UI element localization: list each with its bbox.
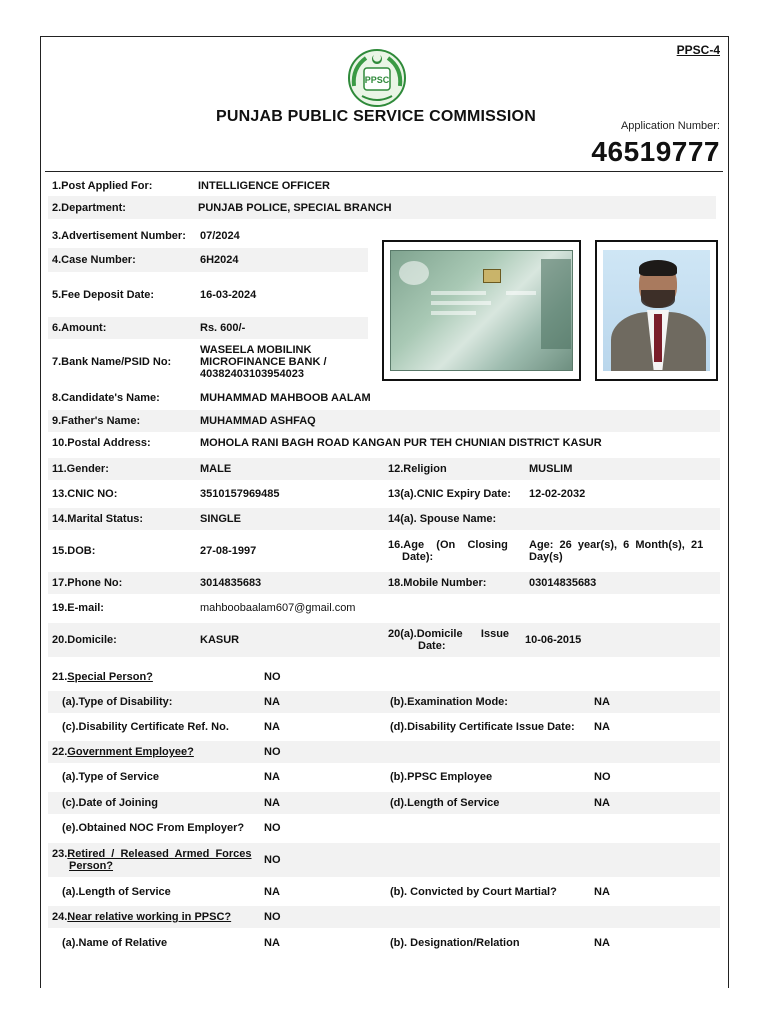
phone-value: 3014835683: [200, 577, 262, 589]
noc-value: NO: [264, 822, 281, 834]
age-value: [529, 534, 703, 568]
age-label-line-1: 16.Age (On Closing: [388, 539, 508, 551]
joining-date-label: (c).Date of Joining: [62, 797, 158, 809]
cnic-value: 3510157969485: [200, 488, 280, 500]
age-label-line-2: Date):: [402, 551, 434, 563]
special-person-question: [52, 666, 153, 688]
noc-label: (e).Obtained NOC From Employer?: [62, 822, 245, 834]
age-value-line-1: Age: 26 year(s), 6 Month(s), 21: [529, 539, 704, 551]
near-relative-question: [52, 906, 231, 928]
row-domicile: [48, 623, 720, 657]
disability-cert-ref-label: (c).Disability Certificate Ref. No.: [62, 721, 229, 733]
armed-forces-label-line-1: Retired / Released Armed Forces: [67, 848, 252, 860]
advertisement-label: 3.Advertisement Number:: [52, 230, 186, 242]
armed-forces-value: NO: [264, 854, 281, 866]
exam-mode-value: NA: [594, 696, 610, 708]
cnic-card-graphic: [390, 250, 573, 371]
row-marital: [48, 508, 720, 530]
cnic-card-image: [382, 240, 581, 381]
near-relative-label: Near relative working in PPSC?: [67, 911, 232, 923]
relation-value: NA: [594, 937, 610, 949]
religion-value: MUSLIM: [529, 463, 573, 475]
fee-date-value: 16-03-2024: [200, 289, 257, 301]
form-code: PPSC-4: [676, 43, 720, 57]
service-length-label: (d).Length of Service: [390, 797, 500, 809]
phone-label: 17.Phone No:: [52, 577, 123, 589]
bank-value-line-3: 40382403103954023: [200, 368, 305, 380]
dob-value: 27-08-1997: [200, 545, 257, 557]
row-gender-religion: [48, 458, 720, 480]
row-disability-cert: [48, 716, 720, 738]
ppsc-employee-label: (b).PPSC Employee: [390, 771, 493, 783]
disability-cert-date-label: (d).Disability Certificate Issue Date:: [390, 721, 575, 733]
near-relative-number: 24.: [52, 911, 68, 923]
row-email: [48, 597, 720, 619]
exam-mode-label: (b).Examination Mode:: [390, 696, 508, 708]
advertisement-value: 07/2024: [200, 230, 240, 242]
row-post: [48, 176, 720, 196]
age-label: [388, 534, 523, 568]
email-label: 19.E-mail:: [52, 602, 104, 614]
disability-type-label: (a).Type of Disability:: [62, 696, 173, 708]
row-noc: [48, 817, 720, 839]
row-father-name: [48, 410, 720, 432]
domicile-issue-label: [388, 623, 520, 657]
application-number-label: Application Number:: [620, 120, 720, 132]
service-length-value: NA: [594, 797, 610, 809]
email-value: mahboobaalam607@gmail.com: [200, 602, 356, 614]
court-martial-value: NA: [594, 886, 610, 898]
post-value: INTELLIGENCE OFFICER: [198, 180, 330, 192]
postal-address-value: MOHOLA RANI BAGH ROAD KANGAN PUR TEH CHUNIAN DISTRICT KASUR: [200, 437, 602, 449]
cnic-expiry-value: 12-02-2032: [529, 488, 586, 500]
row-postal-address: [48, 432, 720, 454]
case-value: 6H2024: [200, 254, 239, 266]
application-number: 46519777: [591, 136, 720, 167]
candidate-photo: [595, 240, 718, 381]
bank-label: 7.Bank Name/PSID No:: [52, 356, 172, 368]
logo-text: PPSC: [364, 75, 390, 85]
relative-name-label: (a).Name of Relative: [62, 937, 168, 949]
government-employee-number: 22.: [52, 746, 68, 758]
row-fee-date: [48, 282, 368, 308]
row-relative-name: [48, 932, 720, 954]
age-value-line-2: Day(s): [529, 551, 563, 563]
disability-cert-ref-value: NA: [264, 721, 280, 733]
org-title: PUNJAB PUBLIC SERVICE COMMISSION: [216, 108, 536, 125]
header-divider: [45, 171, 723, 172]
dob-label: 15.DOB:: [52, 545, 96, 557]
postal-address-label: 10.Postal Address:: [52, 437, 151, 449]
department-label: 2.Department:: [52, 201, 126, 214]
bank-value-line-2: MICROFINANCE BANK /: [200, 356, 327, 368]
domicile-issue-value: 10-06-2015: [525, 634, 582, 646]
bank-value-line-1: WASEELA MOBILINK: [200, 344, 312, 356]
disability-cert-date-value: NA: [594, 721, 610, 733]
special-person-number: 21.: [52, 671, 68, 683]
ppsc-logo: [344, 46, 410, 108]
religion-label: 12.Religion: [388, 463, 447, 475]
amount-value: Rs. 600/-: [200, 322, 246, 334]
candidate-name-label: 8.Candidate's Name:: [52, 392, 160, 404]
row-near-relative: [48, 906, 720, 928]
domicile-value: KASUR: [200, 634, 240, 646]
row-case: [48, 248, 368, 272]
row-disability-type: [48, 691, 720, 713]
row-department: [48, 196, 716, 219]
government-employee-question: [52, 741, 194, 763]
row-government-employee: [48, 741, 720, 763]
gender-value: MALE: [200, 463, 232, 475]
bank-value: [200, 340, 327, 384]
case-label: 4.Case Number:: [52, 254, 136, 266]
joining-date-value: NA: [264, 797, 280, 809]
disability-type-value: NA: [264, 696, 280, 708]
armed-forces-question: [52, 843, 254, 877]
row-armed-service-length: [48, 881, 720, 903]
domicile-issue-label-line-2: Date:: [418, 640, 446, 652]
row-dob-age: [48, 534, 720, 568]
row-service-type: [48, 766, 720, 788]
relation-label: (b). Designation/Relation: [390, 937, 520, 949]
domicile-issue-label-line-1: 20(a).Domicile Issue: [388, 628, 510, 640]
ppsc-employee-value: NO: [594, 771, 611, 783]
armed-forces-label-line-2: Person?: [69, 860, 114, 872]
amount-label: 6.Amount:: [52, 322, 107, 334]
cnic-label: 13.CNIC NO:: [52, 488, 118, 500]
portrait-graphic: [603, 250, 710, 371]
spouse-label: 14(a). Spouse Name:: [388, 513, 497, 525]
domicile-label: 20.Domicile:: [52, 634, 117, 646]
marital-label: 14.Marital Status:: [52, 513, 144, 525]
row-joining: [48, 792, 720, 814]
row-candidate-name: [48, 387, 720, 409]
row-amount: [48, 317, 368, 339]
government-employee-label: Government Employee?: [67, 746, 194, 758]
service-type-label: (a).Type of Service: [62, 771, 159, 783]
marital-value: SINGLE: [200, 513, 241, 525]
special-person-value: NO: [264, 671, 281, 683]
government-employee-value: NO: [264, 746, 281, 758]
cnic-expiry-label: 13(a).CNIC Expiry Date:: [388, 488, 511, 500]
row-cnic: [48, 483, 720, 505]
special-person-label: Special Person?: [67, 671, 153, 683]
mobile-label: 18.Mobile Number:: [388, 577, 487, 589]
row-advertisement: [48, 225, 368, 247]
father-name-label: 9.Father's Name:: [52, 415, 141, 427]
candidate-name-value: MUHAMMAD MAHBOOB AALAM: [200, 392, 371, 404]
gender-label: 11.Gender:: [52, 463, 109, 475]
department-value: PUNJAB POLICE, SPECIAL BRANCH: [198, 201, 392, 214]
row-bank: [48, 340, 368, 384]
near-relative-value: NO: [264, 911, 281, 923]
row-phone: [48, 572, 720, 594]
father-name-value: MUHAMMAD ASHFAQ: [200, 415, 316, 427]
row-armed-forces: [48, 843, 720, 877]
mobile-value: 03014835683: [529, 577, 597, 589]
armed-service-length-label: (a).Length of Service: [62, 886, 171, 898]
armed-service-length-value: NA: [264, 886, 280, 898]
post-label: 1.Post Applied For:: [52, 180, 153, 192]
row-special-person: [48, 666, 720, 688]
service-type-value: NA: [264, 771, 280, 783]
armed-forces-number: 23.: [52, 848, 68, 860]
relative-name-value: NA: [264, 937, 280, 949]
fee-date-label: 5.Fee Deposit Date:: [52, 289, 155, 301]
court-martial-label: (b). Convicted by Court Martial?: [390, 886, 557, 898]
